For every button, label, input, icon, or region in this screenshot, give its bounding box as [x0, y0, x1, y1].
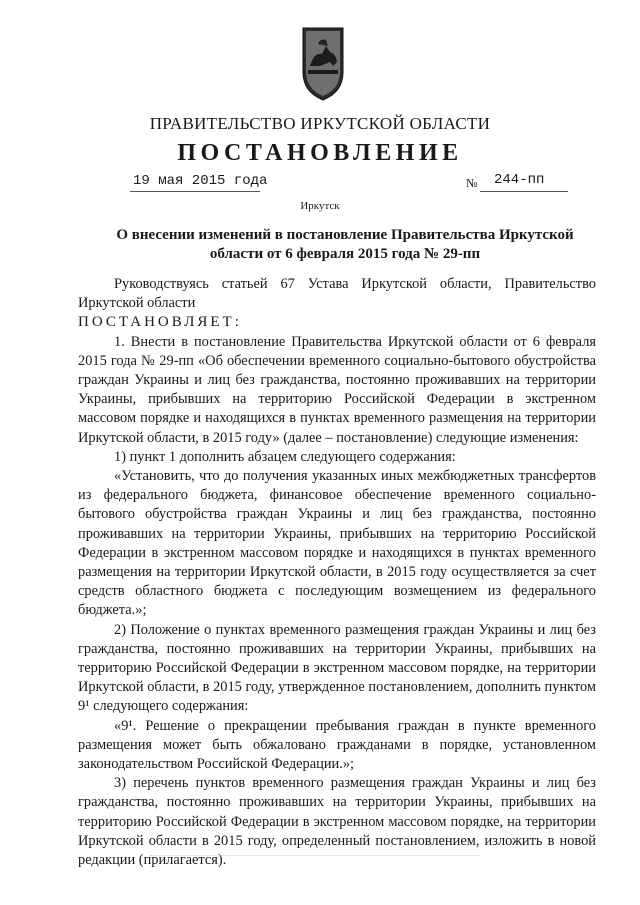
document-body [78, 275, 596, 870]
paragraph-1-3: 3) перечень пунктов временного размещения граждан Украины и лиц без гражданства, постоянно проживавших на территории Украины, прибывших на территорию Российской Федерации в экстренном массовом порядке, на территории Иркутской области в 2015 году, определенный постановлением, изложить в новой редакции (прилагается). [78, 775, 596, 869]
paragraph-1: 1. Внести в постановление Правительства Иркутской области от 6 февраля 2015 года № 29-пп «Об обеспечении временного социально-бытового обустройства граждан Украины и лиц без гражданства, постоянно проживавших на территории Украины, прибывших на территорию Российской Федерации в экстренном массовом порядке и находящихся в пунктах временного размещения на территории Иркутской области, в 2015 году» (далее – постановление) следующие изменения: [78, 333, 596, 446]
city: Иркутск [300, 200, 340, 212]
paragraph-1-2: 2) Положение о пунктах временного размещения граждан Украины и лиц без гражданства, постоянно проживавших на территории Украины, прибывших на территорию Российской Федерации в экстренном массовом порядке, на территории Иркутской области, в 2015 году, утвержденное постановлением, дополнить пунктом 9¹ следующего содержания: [78, 621, 596, 715]
paragraph-1-2-quote: «9¹. Решение о прекращении пребывания граждан в пункте временного размещения может быть обжаловано гражданами в порядке, установленном законодательством Российской Федерации.»; [78, 717, 596, 773]
coat-of-arms-icon [300, 22, 346, 102]
document-type: ПОСТАНОВЛЕНИЕ [177, 140, 463, 166]
number-label: № [466, 176, 478, 190]
paragraph-1-1: 1) пункт 1 дополнить абзацем следующего содержания: [114, 448, 456, 465]
government-title: ПРАВИТЕЛЬСТВО ИРКУТСКОЙ ОБЛАСТИ [149, 114, 491, 133]
preamble: Руководствуясь статьей 67 Устава Иркутской области, Правительство Иркутской области [78, 276, 596, 312]
paragraph-1-1-quote: «Установить, что до получения указанных иных межбюджетных трансфертов из федерального бюджета, финансовое обеспечение временного социально-бытового обустройства граждан Украины и лиц без гражданства, постоянно проживавших на территории Украины, прибывших на территорию Российской Федерации в экстренном массовом порядке и находящихся в пунктах временного размещения на территории Иркутской области, в 2015 году осуществляется за счет средств областного бюджета с последующим возмещением из федерального бюджета.»; [78, 468, 596, 619]
number-underline [480, 191, 568, 192]
date-underline [130, 191, 260, 192]
document-number: 244-пп [494, 172, 545, 188]
document-subject: О внесении изменений в постановление Правительства Иркутской области от 6 февраля 2015 года № 29-пп [116, 227, 574, 262]
document-date: 19 мая 2015 года [133, 173, 268, 189]
scan-noise [150, 855, 480, 858]
resolves-heading: ПОСТАНОВЛЯЕТ: [78, 314, 242, 331]
